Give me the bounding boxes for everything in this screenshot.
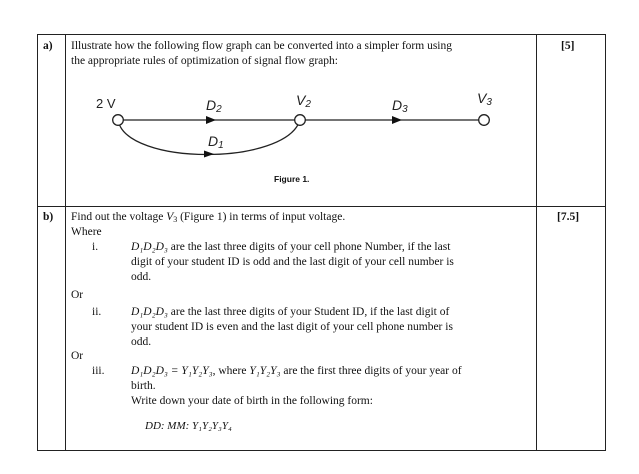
label-edge-d2: $D_2$ — [206, 97, 222, 115]
section-a-text-line2: the appropriate rules of optimization of signal flow graph: — [71, 55, 338, 67]
item-i-line3: odd. — [131, 271, 152, 283]
item-iii-number: iii. — [92, 365, 105, 377]
section-b-label: b) — [43, 211, 54, 223]
arrow-d1 — [204, 151, 214, 158]
table-row-divider — [37, 206, 605, 207]
arrow-d3 — [392, 116, 402, 124]
item-ii-line1: D₁D₂D₃ are the last three digits of your Student ID, if the last digit of — [131, 306, 450, 318]
dob-format: DD: MM: Y₁Y₂Y₃Y₄ — [145, 420, 232, 432]
table-label-divider — [65, 34, 66, 451]
section-a-marks: [5] — [561, 40, 575, 52]
node-v2 — [295, 115, 306, 126]
item-i-number: i. — [92, 241, 99, 253]
item-iii-line3: Write down your date of birth in the following form: — [131, 395, 373, 407]
item-i-line1: D₁D₂D₃ are the last three digits of your cell phone Number, if the last — [131, 241, 451, 253]
section-b-marks: [7.5] — [557, 211, 580, 223]
table-right-border — [605, 34, 606, 451]
section-a-text-line1: Illustrate how the following flow graph can be converted into a simpler form using — [71, 40, 452, 52]
figure-caption: Figure 1. — [274, 174, 310, 184]
or-label-1: Or — [71, 289, 84, 301]
node-source — [113, 115, 124, 126]
or-label-2: Or — [71, 350, 84, 362]
label-edge-d1: $D_1$ — [208, 133, 224, 151]
label-node-v3: $V_3$ — [477, 90, 492, 108]
label-edge-d3: $D_3$ — [392, 97, 408, 115]
table-bottom-border — [37, 450, 605, 451]
item-ii-line3: odd. — [131, 336, 152, 348]
node-v3 — [479, 115, 490, 126]
item-iii-line1: D₁D₂D₃ = Y₁Y₂Y₃, where Y₁Y₂Y₃ are the first three digits of your year of — [131, 365, 462, 377]
table-top-border — [37, 34, 605, 35]
arrow-d2 — [206, 116, 216, 124]
item-i-line2: digit of your student ID is odd and the last digit of your cell number is — [131, 256, 454, 268]
item-iii-line2: birth. — [131, 380, 156, 392]
where-label: Where — [71, 226, 102, 238]
section-b-question: Find out the voltage $V_3$ (Figure 1) in terms of input voltage. — [71, 211, 346, 224]
table-left-border — [37, 34, 38, 451]
section-a-label: a) — [43, 40, 53, 52]
label-node-v2: $V_2$ — [296, 92, 311, 110]
item-ii-number: ii. — [92, 306, 102, 318]
item-ii-line2: your student ID is even and the last digit of your cell phone number is — [131, 321, 453, 333]
label-source-2v: 2 V — [96, 96, 116, 111]
table-marks-divider — [536, 34, 537, 451]
